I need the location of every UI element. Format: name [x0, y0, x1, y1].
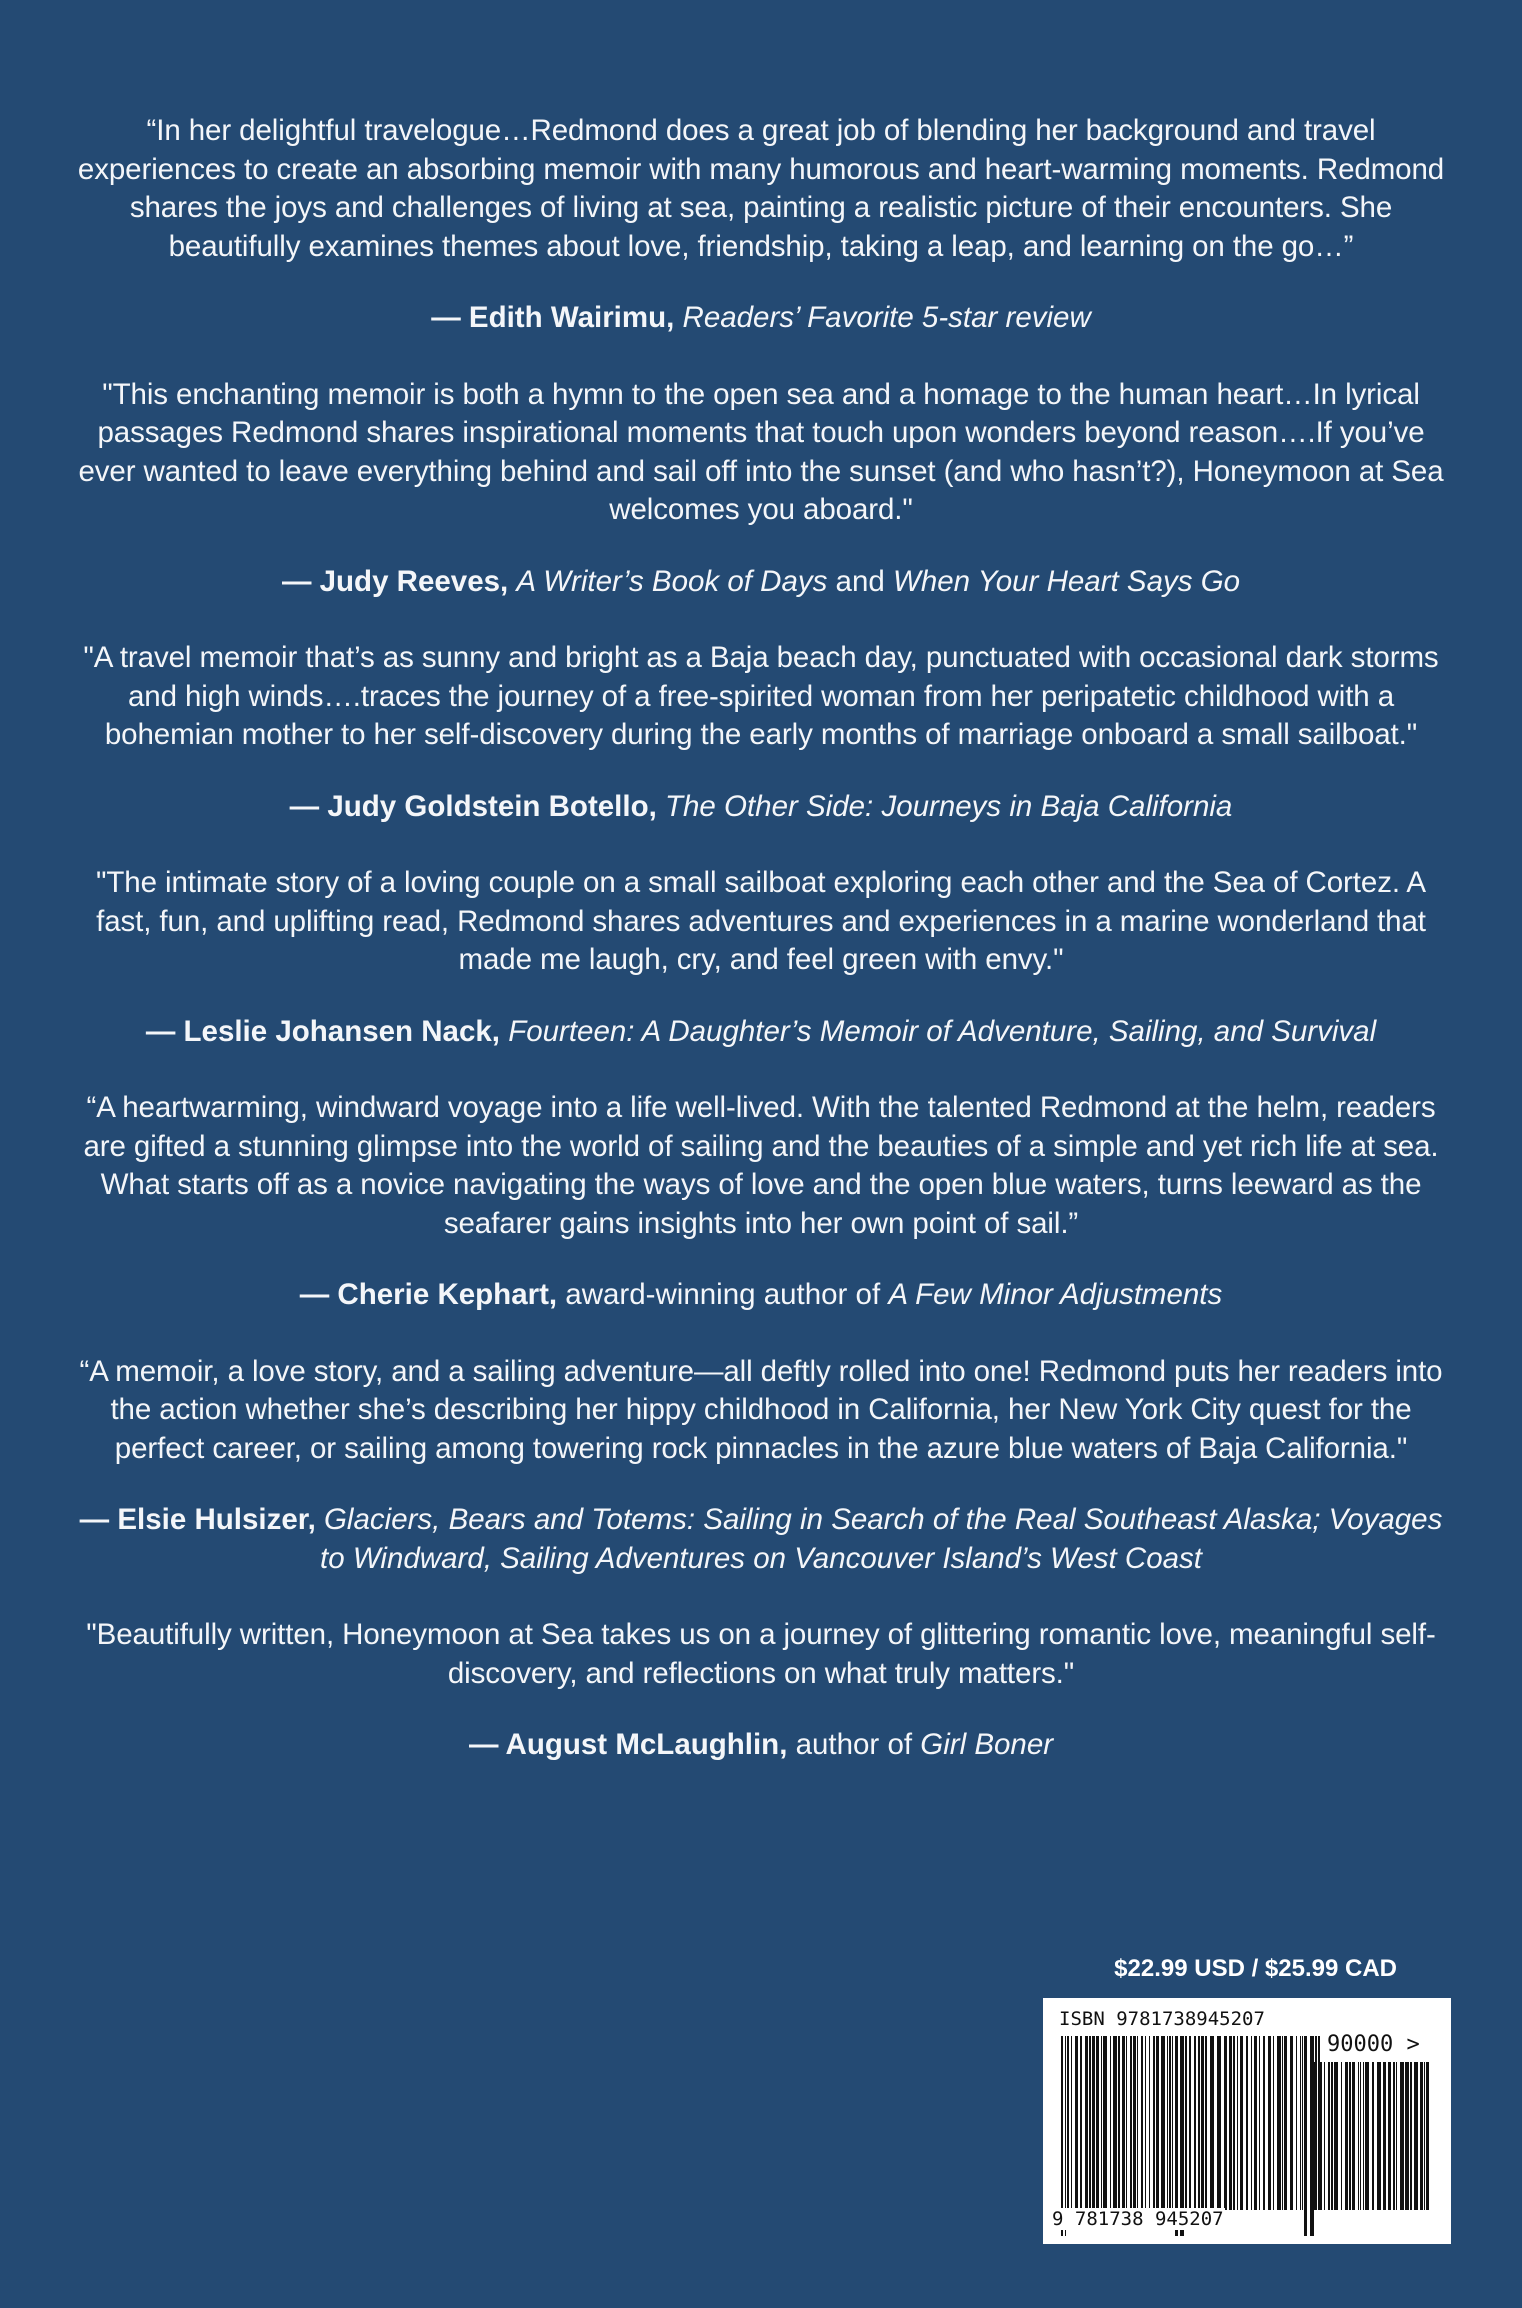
blurb-attribution — [70, 788, 1452, 827]
blurb-attribution — [70, 563, 1452, 602]
blurb-quote: “In her delightful travelogue…Redmond does a great job of blending her background and travel experiences to create an absorbing memoir with many humorous and heart-warming moments. Redmond shares the joys and challenges of living at sea, painting a realistic picture of their encounters. She beautifully examines themes about love, friendship, taking a leap, and learning on the go…” — [77, 114, 1445, 263]
barcode-bar — [1110, 2036, 1111, 2210]
barcode-bar — [1284, 2036, 1287, 2210]
barcode-bar — [1246, 2036, 1248, 2210]
barcode-bar — [1251, 2036, 1252, 2210]
addon-barcode-bars — [1311, 2062, 1431, 2236]
barcode-bar — [1089, 2036, 1091, 2210]
barcode-bar — [1420, 2062, 1423, 2210]
attribution-author: — Cherie Kephart, — [299, 1278, 558, 1311]
barcode-bar — [1224, 2036, 1227, 2210]
barcode-bar — [1324, 2062, 1325, 2210]
barcode-bar — [1229, 2036, 1232, 2210]
barcode-bar — [1254, 2036, 1257, 2210]
blurb-attribution — [70, 1276, 1452, 1315]
barcode-bar — [1237, 2036, 1238, 2210]
barcode-bar — [1205, 2036, 1207, 2210]
price-label: $22.99 USD / $25.99 CAD — [1114, 1955, 1397, 1982]
barcode-bar — [1400, 2062, 1404, 2210]
barcode-bar — [1424, 2062, 1425, 2210]
barcode-bar — [1126, 2036, 1127, 2210]
blurb-quote: "The intimate story of a loving couple on a small sailboat exploring each other and the Sea of Cortez. A fast, fun, and uplifting read, Redmond shares adventures and experiences in a marine wonderland that made me laugh, cry, and feel green with envy." — [96, 866, 1426, 976]
barcode-bar — [1085, 2036, 1088, 2210]
attribution-work: When Your Heart Says Go — [892, 564, 1241, 598]
barcode-bar — [1240, 2036, 1243, 2210]
barcode-bar — [1067, 2036, 1069, 2210]
barcode-bar — [1172, 2036, 1173, 2210]
barcode-bar — [1383, 2062, 1386, 2210]
attribution-author: — Elsie Hulsizer, — [79, 1503, 316, 1536]
barcode-bar — [1313, 2062, 1316, 2210]
barcode-bar — [1405, 2062, 1409, 2210]
barcode-bar — [1103, 2036, 1107, 2210]
barcode-bar — [1133, 2036, 1136, 2210]
isbn-label: ISBN 9781738945207 — [1059, 2008, 1265, 2030]
barcode-bar — [1141, 2036, 1143, 2210]
ean-barcode-bars — [1059, 2036, 1321, 2236]
barcode-bar — [1071, 2036, 1072, 2210]
attribution-work: A Writer’s Book of Days — [516, 564, 828, 598]
barcode-bar — [1365, 2062, 1369, 2210]
barcode-bar — [1153, 2036, 1155, 2210]
barcode-bar — [1396, 2062, 1397, 2210]
blurb-quote: “A heartwarming, windward voyage into a life well-lived. With the talented Redmond at the helm, readers are gifted a stunning glimpse into the world of sailing and the beauties of a simple and yet rich life at sea. What starts off as a novice navigating the ways of love and the open blue waters, turns leeward as the seafarer gains insights into her own point of sail.” — [83, 1091, 1439, 1240]
barcode-bar — [1065, 2036, 1066, 2236]
barcode-bar — [1145, 2036, 1146, 2210]
barcode-bar — [1363, 2062, 1364, 2210]
barcode-bar — [1282, 2036, 1283, 2210]
barcode-bar — [1137, 2036, 1138, 2210]
attribution-author: — Judy Reeves, — [281, 564, 509, 598]
barcode-bar — [1161, 2036, 1165, 2210]
barcode-bar — [1277, 2036, 1281, 2210]
blurb-quote: "A travel memoir that’s as sunny and bright as a Baja beach day, punctuated with occasional dark storms and high winds….traces the journey of a free-spirited woman from her peripatetic childhood with a bohemian mother to her self-discovery during the early months of marriage onboard a small sailboat." — [83, 641, 1439, 751]
barcode-bar — [1345, 2062, 1348, 2210]
attribution-work: A Few Minor Adjustments — [888, 1278, 1223, 1311]
barcode-bar — [1358, 2062, 1359, 2210]
attribution-work: Girl Boner — [920, 1728, 1054, 1761]
barcode-bar — [1198, 2036, 1200, 2210]
blurb-attribution — [70, 1013, 1452, 1052]
barcode-bar — [1296, 2036, 1297, 2210]
barcode-bar — [1377, 2062, 1381, 2210]
blurb-attribution — [70, 1501, 1452, 1578]
attribution-work: The Other Side: Journeys in Baja California — [665, 789, 1233, 823]
barcode-bar — [1201, 2036, 1204, 2210]
attribution-text: author of — [787, 1728, 921, 1761]
barcode-bar — [1217, 2036, 1221, 2210]
blurb-quote: "This enchanting memoir is both a hymn to the open sea and a homage to the human heart…In lyrical passages Redmond shares inspirational moments that touch upon wonders beyond reason….If you’ve ever wanted to leave everything behind and sail off into the sunset (and who hasn’t?), Honeymoon at Sea welcomes you aboard." — [78, 377, 1444, 526]
attribution-author: — Leslie Johansen Nack, — [145, 1014, 500, 1048]
barcode-bar — [1194, 2036, 1196, 2210]
barcode-bar — [1300, 2036, 1301, 2210]
barcode-bar — [1302, 2036, 1303, 2210]
attribution-joiner: and — [827, 564, 893, 598]
attribution-text: award-winning author of — [557, 1278, 889, 1311]
barcode-bar — [1233, 2036, 1235, 2210]
barcode-bar — [1268, 2036, 1271, 2210]
barcode-bar — [1210, 2036, 1214, 2210]
blurbs — [70, 112, 1452, 1803]
barcode-bar — [1189, 2036, 1191, 2210]
barcode-bar — [1352, 2062, 1355, 2210]
barcode-bar — [1393, 2062, 1395, 2210]
barcode-bar — [1169, 2036, 1171, 2210]
barcode-bar — [1263, 2036, 1265, 2210]
barcode-bar — [1175, 2036, 1178, 2236]
barcode-bar — [1061, 2036, 1063, 2236]
barcode-bar — [1372, 2062, 1374, 2210]
attribution-work: Readers’ Favorite 5-star review — [682, 301, 1091, 334]
barcode-bar — [1304, 2036, 1307, 2236]
barcode-bar — [1092, 2036, 1095, 2210]
barcode-bar — [1259, 2036, 1260, 2210]
barcode-bar — [1334, 2062, 1338, 2210]
attribution-author: — August McLaughlin, — [468, 1728, 788, 1761]
barcode-bar — [1185, 2036, 1187, 2210]
barcode-bar — [1080, 2036, 1082, 2210]
barcode-bar — [1328, 2062, 1330, 2210]
barcode-bar — [1388, 2062, 1391, 2210]
barcode-bar — [1113, 2036, 1117, 2210]
barcode-bar — [1180, 2036, 1184, 2236]
blurb-attribution — [70, 299, 1452, 338]
barcode-bar — [1318, 2062, 1322, 2210]
attribution-work: Fourteen: A Daughter’s Memoir of Adventure, Sailing, and Survival — [508, 1014, 1377, 1048]
barcode-bar — [1118, 2036, 1120, 2210]
barcode-bar — [1349, 2062, 1351, 2210]
barcode-bar — [1167, 2036, 1168, 2210]
barcode-bar — [1290, 2036, 1293, 2210]
barcode-bar — [1156, 2036, 1159, 2210]
attribution-author: — Edith Wairimu, — [431, 301, 675, 334]
price-addon-label: 90000 > — [1327, 2032, 1420, 2057]
barcode-bar — [1360, 2062, 1361, 2210]
barcode-bar — [1149, 2036, 1150, 2210]
barcode-bar — [1273, 2036, 1274, 2210]
barcode-bar — [1130, 2036, 1132, 2210]
isbn-digits — [1051, 2208, 1321, 2230]
attribution-author: — Judy Goldstein Botello, — [289, 789, 657, 823]
barcode-bar — [1331, 2062, 1333, 2210]
attribution-work: Glaciers, Bears and Totems: Sailing in Search of the Real Southeast Alaska; Voyages to Windward, Sailing Adventures on Vancouver Island’s West Coast — [320, 1503, 1443, 1575]
barcode — [1043, 1998, 1451, 2244]
barcode-bar — [1426, 2062, 1429, 2210]
blurb-attribution — [70, 1726, 1452, 1765]
isbn-digits-text: 9 781738 945207 — [1052, 2208, 1224, 2230]
barcode-bar — [1341, 2062, 1342, 2210]
barcode-bar — [1096, 2036, 1099, 2210]
barcode-bar — [1410, 2062, 1412, 2210]
blurb-quote: "Beautifully written, Honeymoon at Sea takes us on a journey of glittering romantic love, meaningful self-discovery, and reflections on what truly matters." — [86, 1618, 1436, 1690]
barcode-bar — [1122, 2036, 1125, 2210]
blurb-quote: “A memoir, a love story, and a sailing adventure—all deftly rolled into one! Redmond puts her readers into the action whether she’s describing her hippy childhood in California, her New York City quest for the perfect career, or sailing among towering rock pinnacles in the azure blue waters of Baja California." — [79, 1354, 1443, 1465]
barcode-bar — [1101, 2036, 1102, 2210]
barcode-bar — [1414, 2062, 1418, 2210]
barcode-bar — [1075, 2036, 1078, 2210]
